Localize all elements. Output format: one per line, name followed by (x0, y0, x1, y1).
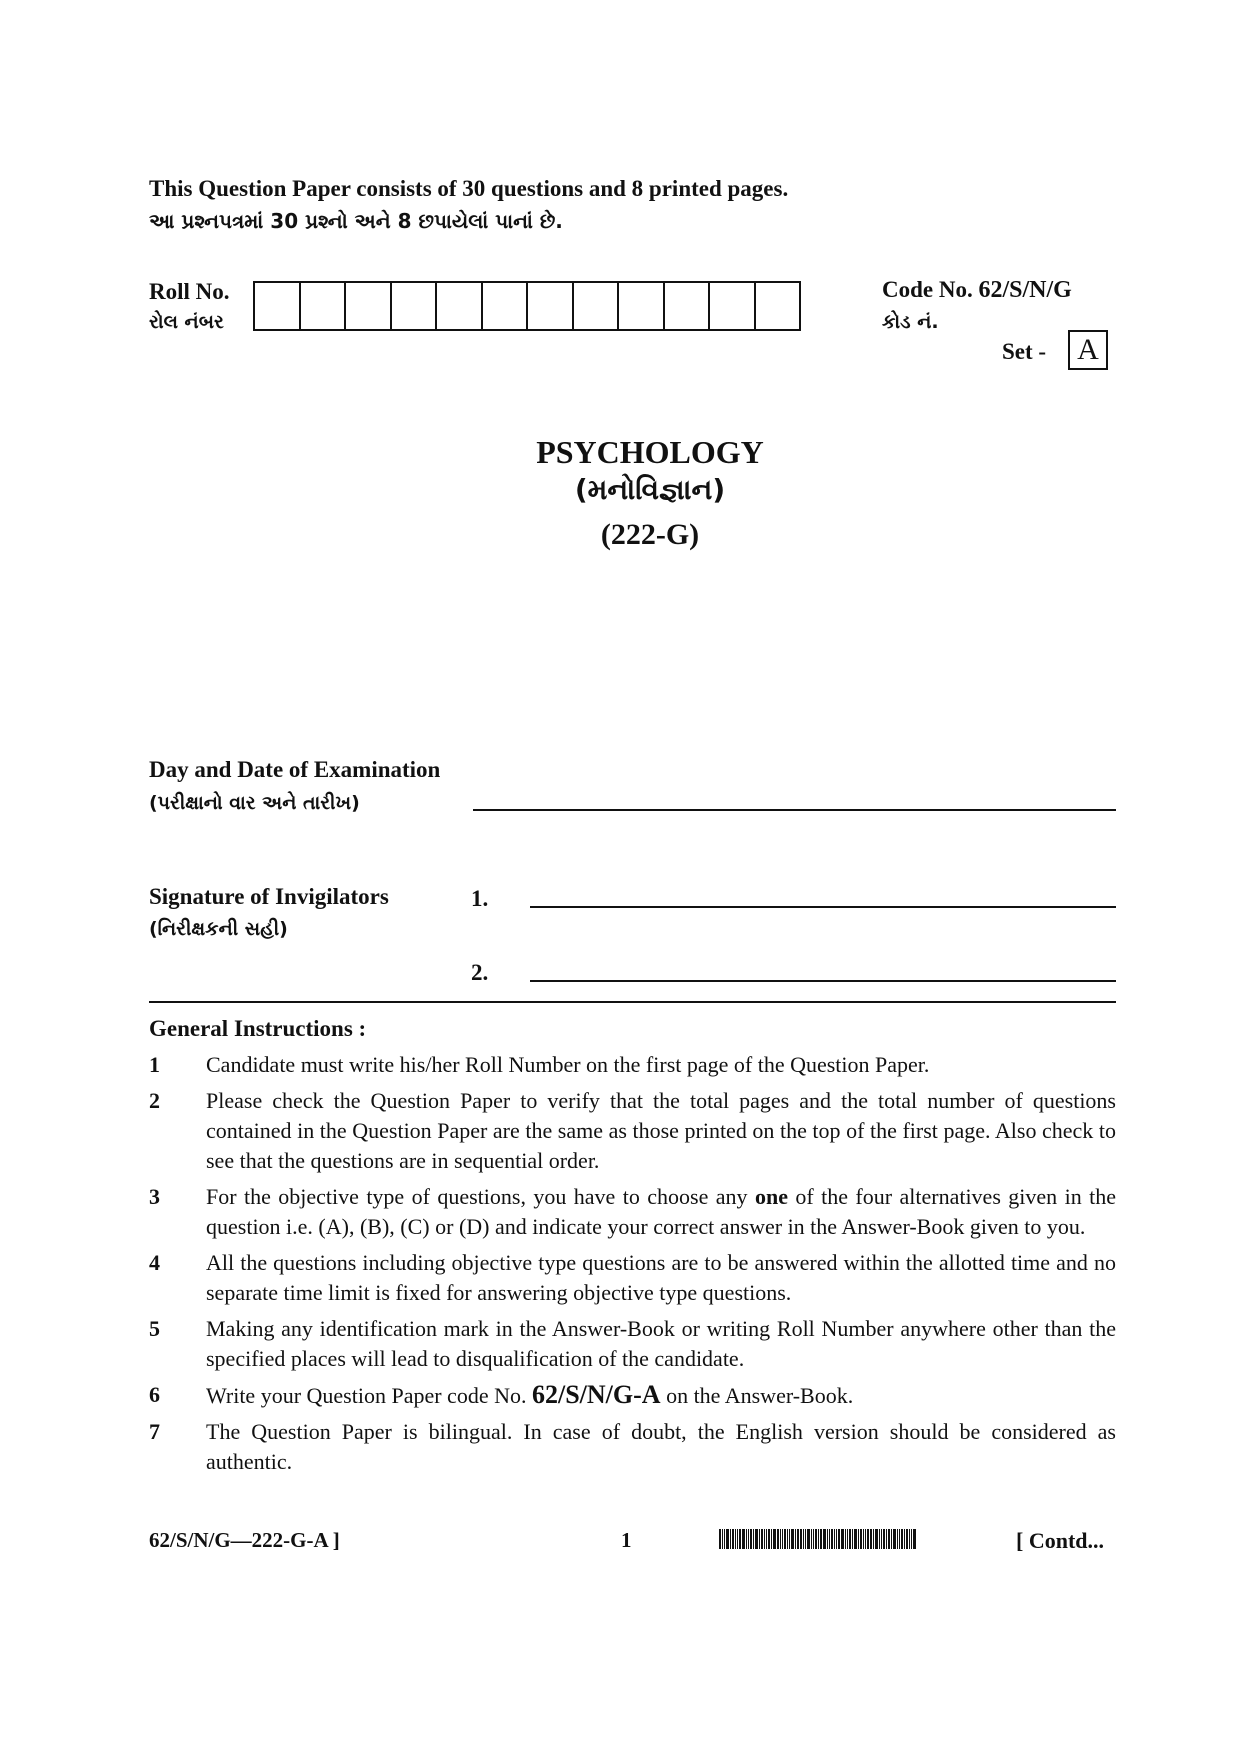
instruction-emphasis: 62/S/N/G-A (531, 1380, 661, 1409)
barcode-bar (858, 1529, 859, 1549)
code-label-gu: કોડ નં. (882, 311, 939, 333)
barcode-bar (815, 1529, 817, 1549)
barcode-bar (795, 1529, 796, 1549)
barcode-bar (737, 1529, 738, 1549)
instruction-number: 6 (149, 1382, 160, 1407)
roll-label-gu: રોલ નંબર (149, 311, 224, 333)
exam-date-line[interactable] (473, 809, 1116, 811)
barcode-bar (909, 1529, 910, 1549)
instruction-text-part: For the objective type of questions, you have to choose any (206, 1184, 755, 1209)
barcode-bar (886, 1529, 887, 1549)
invigilator-signature-label-gu: (નિરીક્ષકની સહી) (149, 918, 288, 940)
roll-number-cell[interactable] (299, 283, 345, 329)
barcode-bar (834, 1529, 835, 1549)
signature-1-line[interactable] (530, 906, 1116, 908)
barcode-bar (739, 1529, 741, 1549)
barcode-bar (845, 1529, 846, 1549)
barcode-bar (849, 1529, 851, 1549)
signature-2-line[interactable] (530, 980, 1116, 982)
paper-summary-gu: આ પ્રશ્નપત્રમાં 30 પ્રશ્નો અને 8 છપાયેલાં પાનાં છે. (149, 209, 563, 233)
instructions-list (149, 1050, 1116, 1483)
barcode-bar (722, 1529, 723, 1549)
instruction-text: Please check the Question Paper to verify that the total pages and the total number of questions contained in the Question Paper are the same as those printed on the top of the first page. Also check to see that the questions are in sequential order. (206, 1088, 1116, 1173)
barcode-bar (865, 1529, 866, 1549)
barcode-bar (841, 1529, 844, 1549)
barcode-bar (911, 1529, 912, 1549)
signature-2-number: 2. (471, 960, 489, 985)
roll-label-en: Roll No. (149, 279, 230, 304)
barcode-bar (811, 1529, 812, 1549)
instruction-text: Making any identification mark in the Answer-Book or writing Roll Number anywhere other than the specified places will lead to disqualification of the candidate. (206, 1316, 1116, 1371)
barcode-bar (742, 1529, 745, 1549)
barcode-bar (730, 1529, 731, 1549)
barcode-bar (870, 1529, 872, 1549)
barcode-bar (891, 1529, 892, 1549)
barcode-bar (768, 1529, 770, 1549)
barcode-bar (724, 1529, 725, 1549)
instruction-number: 3 (149, 1184, 160, 1209)
roll-number-cell[interactable] (708, 283, 754, 329)
instruction-text: Candidate must write his/her Roll Number on the first page of the Question Paper. (206, 1052, 930, 1077)
instruction-number: 7 (149, 1419, 160, 1444)
barcode-bar (813, 1529, 814, 1549)
roll-number-cell[interactable] (526, 283, 572, 329)
barcode-bar (750, 1529, 752, 1549)
roll-number-cell[interactable] (390, 283, 436, 329)
barcode-bar (782, 1529, 783, 1549)
barcode-bar (766, 1529, 767, 1549)
roll-number-cell[interactable] (481, 283, 527, 329)
instruction-number: 1 (149, 1052, 160, 1077)
roll-number-cell[interactable] (344, 283, 390, 329)
instruction-text (206, 1380, 1116, 1411)
barcode-bar (875, 1529, 878, 1549)
barcode-bar (906, 1529, 908, 1549)
barcode-bar (753, 1529, 754, 1549)
section-divider (149, 1001, 1116, 1003)
barcode-bar (829, 1529, 830, 1549)
barcode-bar (803, 1529, 804, 1549)
barcode-bar (863, 1529, 864, 1549)
barcode-bar (784, 1529, 786, 1549)
barcode-bar (789, 1529, 790, 1549)
signature-1-number: 1. (471, 886, 489, 911)
barcode-bar (860, 1529, 862, 1549)
barcode-icon (719, 1529, 986, 1549)
code-value: 62/S/N/G (978, 277, 1072, 303)
subject-title-en: PSYCHOLOGY (536, 434, 764, 470)
instruction-text (206, 1182, 1116, 1242)
invigilator-signature-label-en: Signature of Invigilators (149, 884, 389, 909)
barcode-bar (888, 1529, 890, 1549)
barcode-bar (761, 1529, 763, 1549)
instruction-item (149, 1086, 1116, 1176)
barcode-bar (883, 1529, 885, 1549)
barcode-bar (748, 1529, 749, 1549)
exam-date-label-en: Day and Date of Examination (149, 757, 441, 782)
barcode-bar (879, 1529, 880, 1549)
roll-number-boxes[interactable] (253, 281, 801, 331)
barcode-bar (831, 1529, 833, 1549)
instruction-item (149, 1248, 1116, 1308)
barcode-bar (818, 1529, 819, 1549)
barcode-bar (881, 1529, 882, 1549)
instruction-item (149, 1182, 1116, 1242)
instructions-heading: General Instructions : (149, 1016, 367, 1041)
set-box: A (1068, 330, 1108, 370)
barcode-bar (746, 1529, 747, 1549)
instruction-text-part: Write your Question Paper code No. (206, 1383, 532, 1408)
barcode-bar (787, 1529, 788, 1549)
barcode-bar (913, 1529, 916, 1549)
barcode-bar (735, 1529, 736, 1549)
roll-number-cell[interactable] (663, 283, 709, 329)
barcode-bar (836, 1529, 837, 1549)
instruction-text: The Question Paper is bilingual. In case of doubt, the English version should be considered as authentic. (206, 1419, 1116, 1474)
instruction-item (149, 1380, 1116, 1411)
roll-number-cell[interactable] (435, 283, 481, 329)
barcode-bar (899, 1529, 900, 1549)
barcode-bar (777, 1529, 779, 1549)
barcode-bar (823, 1529, 826, 1549)
barcode-bar (800, 1529, 802, 1549)
instruction-text-part: of the four alternatives given in the question i.e. (A), (B), (C) or (D) and indicate your correct answer in the Answer-Book given to you. (206, 1184, 1116, 1239)
barcode-bar (867, 1529, 869, 1549)
instruction-emphasis: one (754, 1184, 788, 1209)
roll-number-cell[interactable] (617, 283, 663, 329)
instruction-item (149, 1417, 1116, 1477)
barcode-bar (854, 1529, 857, 1549)
barcode-bar (807, 1529, 810, 1549)
barcode-bar (764, 1529, 765, 1549)
subject-code: (222-G) (600, 518, 700, 551)
instruction-number: 5 (149, 1316, 160, 1341)
barcode-bar (726, 1529, 729, 1549)
barcode-bar (771, 1529, 772, 1549)
code-label-en: Code No. (882, 277, 973, 302)
barcode-bar (719, 1529, 721, 1549)
barcode-bar (827, 1529, 828, 1549)
barcode-bar (852, 1529, 853, 1549)
instruction-text-part: on the Answer-Book. (660, 1383, 854, 1408)
barcode-bar (805, 1529, 806, 1549)
barcode-bar (791, 1529, 794, 1549)
barcode-bar (732, 1529, 734, 1549)
set-label: Set - (1002, 339, 1047, 364)
instruction-number: 4 (149, 1250, 160, 1275)
barcode-bar (820, 1529, 822, 1549)
footer-code: 62/S/N/G—222-G-A ] (149, 1528, 340, 1552)
page-number: 1 (621, 1528, 632, 1552)
barcode-bar (759, 1529, 760, 1549)
barcode-bar (755, 1529, 758, 1549)
roll-number-cell[interactable] (754, 283, 800, 329)
barcode-bar (901, 1529, 903, 1549)
barcode-bar (873, 1529, 874, 1549)
roll-number-cell[interactable] (572, 283, 618, 329)
barcode-bar (780, 1529, 781, 1549)
exam-date-label-gu: (પરીક્ષાનો વાર અને તારીખ) (149, 792, 360, 814)
barcode-bar (904, 1529, 905, 1549)
footer-contd: [ Contd... (1016, 1528, 1105, 1553)
barcode-bar (797, 1529, 799, 1549)
code-label (882, 277, 1072, 304)
barcode-bar (773, 1529, 776, 1549)
subject-title-gu: (મનોવિજ્ઞાન) (574, 473, 726, 506)
barcode-bar (838, 1529, 840, 1549)
instruction-item (149, 1050, 1116, 1080)
barcode-bar (847, 1529, 848, 1549)
instruction-text: All the questions including objective type questions are to be answered within the allotted time and no separate time limit is fixed for answering objective type questions. (206, 1250, 1116, 1305)
barcode-bar (897, 1529, 898, 1549)
instruction-item (149, 1314, 1116, 1374)
paper-summary-en: This Question Paper consists of 30 questions and 8 printed pages. (149, 176, 789, 201)
instruction-number: 2 (149, 1088, 160, 1113)
roll-number-cell[interactable] (255, 283, 299, 329)
barcode-bar (893, 1529, 896, 1549)
